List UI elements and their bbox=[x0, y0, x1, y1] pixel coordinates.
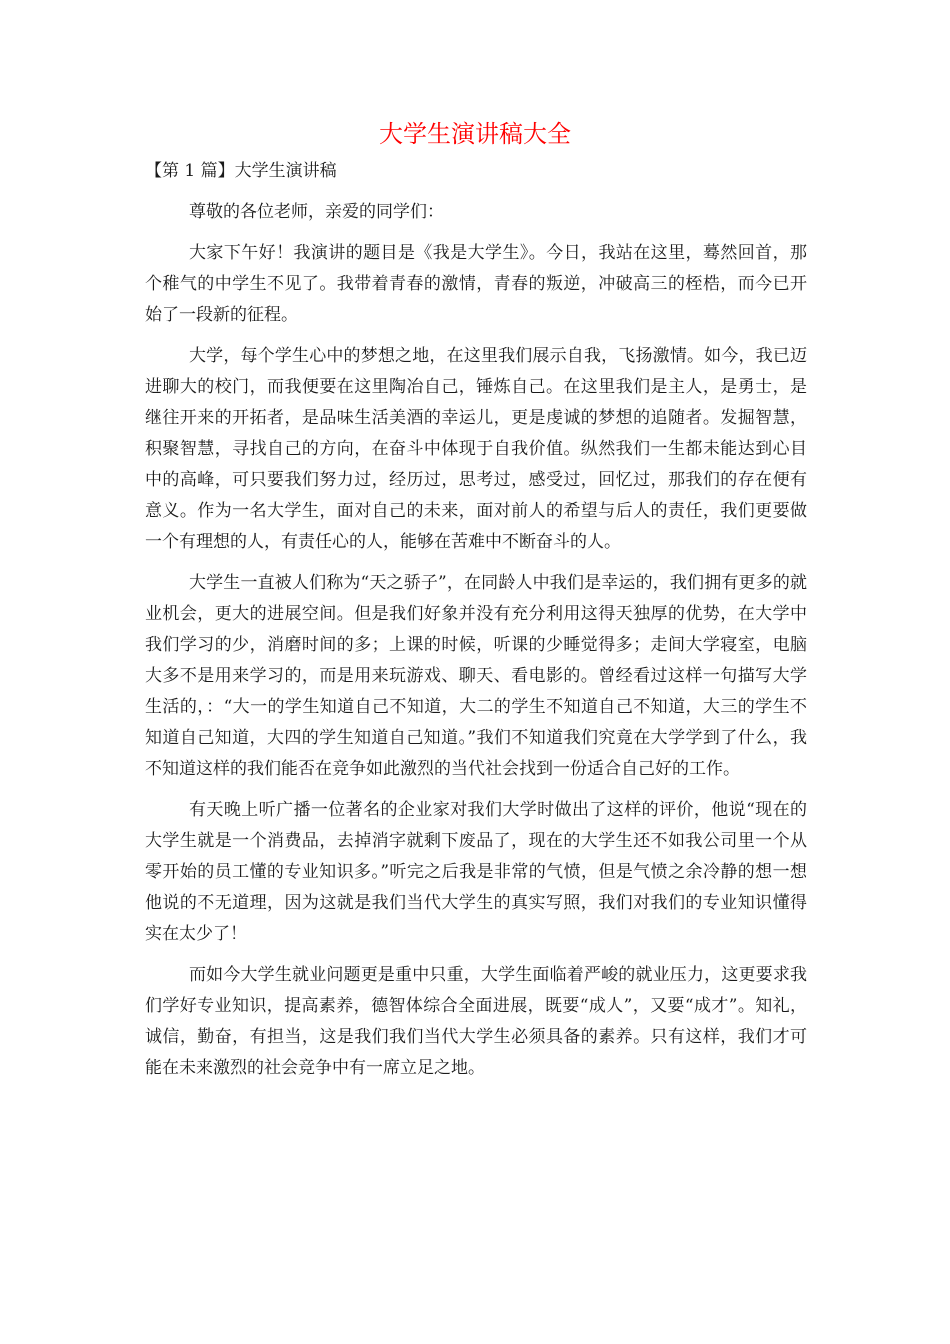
paragraph: 大家下午好！我演讲的题目是《我是大学生》。今日，我站在这里，蓦然回首，那个稚气的中学生不见了。我带着青春的激情，青春的叛逆，冲破高三的桎梏，而今已开始了一段新的征程。 bbox=[145, 243, 807, 325]
paragraph-greeting: 尊敬的各位老师，亲爱的同学们： bbox=[189, 202, 444, 222]
section-heading: 【第 1 篇】大学生演讲稿 bbox=[145, 161, 337, 181]
document-title: 大学生演讲稿大全 bbox=[379, 120, 571, 148]
paragraph: 有天晚上听广播一位著名的企业家对我们大学时做出了这样的评价，他说“现在的大学生就是一个消费品，去掉消字就剩下废品了，现在的大学生还不如我公司里一个从零开始的员工懂的专业知识多。”听完之后我是非常的气愤，但是气愤之余冷静的想一想他说的不无道理，因为这就是我们当代大学生的真实写照，我们对我们的专业知识懂得实在太少了！ bbox=[145, 800, 807, 944]
paragraph: 而如今大学生就业问题更是重中只重，大学生面临着严峻的就业压力，这更要求我们学好专业知识，提高素养，德智体综合全面进展，既要“成人”，又要“成才”。知礼，诚信，勤奋，有担当，这是我们我们当代大学生必须具备的素养。只有这样，我们才可能在未来激烈的社会竞争中有一席立足之地。 bbox=[145, 965, 807, 1078]
paragraph: 大学生一直被人们称为“天之骄子”，在同龄人中我们是幸运的，我们拥有更多的就业机会，更大的进展空间。但是我们好象并没有充分利用这得天独厚的优势，在大学中我们学习的少，消磨时间的多；上课的时候，听课的少睡觉得多；走间大学寝室，电脑大多不是用来学习的，而是用来玩游戏、聊天、看电影的。曾经看过这样一句描写大学生活的，：“大一的学生知道自己不知道，大二的学生不知道自己不知道，大三的学生不知道自己知道，大四的学生知道自己知道。”我们不知道我们究竟在大学学到了什么，我不知道这样的我们能否在竞争如此激烈的当代社会找到一份适合自己好的工作。 bbox=[145, 573, 807, 779]
paragraph: 大学，每个学生心中的梦想之地，在这里我们展示自我，飞扬激情。如今，我已迈进聊大的校门，而我便要在这里陶冶自己，锤炼自己。在这里我们是主人，是勇士，是继往开来的开拓者，是品味生活美酒的幸运儿，更是虔诚的梦想的追随者。发掘智慧，积聚智慧，寻找自己的方向，在奋斗中体现于自我价值。纵然我们一生都未能达到心目中的高峰，可只要我们努力过，经历过，思考过，感受过，回忆过，那我们的存在便有意义。作为一名大学生，面对自己的未来，面对前人的希望与后人的责任，我们更要做一个有理想的人，有责任心的人，能够在苦难中不断奋斗的人。 bbox=[145, 346, 807, 552]
document-body bbox=[145, 156, 807, 1094]
